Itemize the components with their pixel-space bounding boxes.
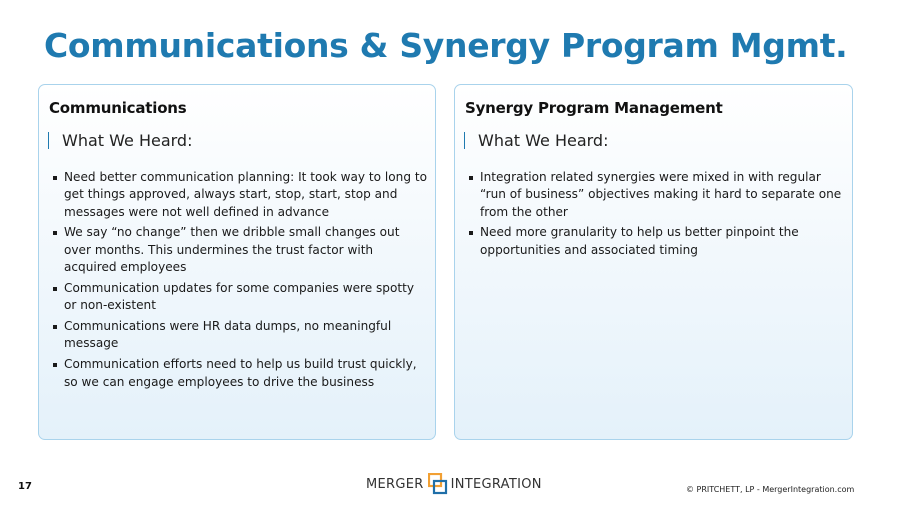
accent-bar: [48, 132, 49, 149]
bullet-text: We say “no change” then we dribble small changes out over months. This undermines the trust factor with acquired employees: [64, 225, 400, 275]
bullet-square-icon: [53, 287, 57, 291]
synergy-panel: [454, 84, 853, 440]
bullet-text: Communications were HR data dumps, no meaningful message: [64, 319, 392, 351]
copyright-notice: © PRITCHETT, LP - MergerIntegration.com: [686, 485, 855, 494]
bullet-item: [53, 356, 428, 391]
synergy-heading: Synergy Program Management: [465, 99, 723, 117]
logo-word-left: MERGER: [366, 476, 424, 492]
bullet-item: [53, 224, 428, 276]
bullet-text: Communication efforts need to help us build trust quickly, so we can engage employees to drive the business: [64, 357, 417, 389]
bullet-text: Need more granularity to help us better pinpoint the opportunities and associated timing: [480, 225, 799, 257]
bullet-text: Integration related synergies were mixed in with regular “run of business” objectives making it hard to separate one from the other: [480, 170, 842, 219]
communications-subheading: [48, 131, 192, 150]
bullet-item: [469, 169, 845, 221]
bullet-square-icon: [469, 176, 473, 180]
logo-word-right: INTEGRATION: [450, 476, 542, 492]
subheading-text: What We Heard:: [478, 131, 609, 150]
bullet-item: [53, 280, 428, 315]
communications-panel: [38, 84, 436, 440]
accent-bar: [464, 132, 465, 149]
synergy-subheading: [464, 131, 608, 150]
interlocking-squares-icon: [428, 473, 448, 495]
page-number: 17: [18, 481, 32, 492]
subheading-text: What We Heard:: [62, 131, 193, 150]
bullet-item: [53, 169, 428, 221]
slide-title: Communications & Synergy Program Mgmt.: [44, 26, 848, 65]
communications-bullet-list: [53, 169, 428, 395]
bullet-square-icon: [53, 176, 57, 180]
communications-heading: Communications: [49, 99, 187, 117]
bullet-text: Communication updates for some companies were spotty or non-existent: [64, 280, 415, 313]
bullet-square-icon: [53, 363, 57, 367]
merger-integration-logo: [366, 471, 542, 497]
bullet-square-icon: [469, 231, 473, 235]
bullet-square-icon: [53, 231, 57, 235]
bullet-square-icon: [53, 325, 57, 329]
bullet-text: Need better communication planning: It took way to long to get things approved, always start, stop, start, stop and messages were not well defined in advance: [64, 170, 427, 219]
bullet-item: [53, 318, 428, 353]
bullet-item: [469, 224, 845, 259]
synergy-bullet-list: [469, 169, 845, 263]
